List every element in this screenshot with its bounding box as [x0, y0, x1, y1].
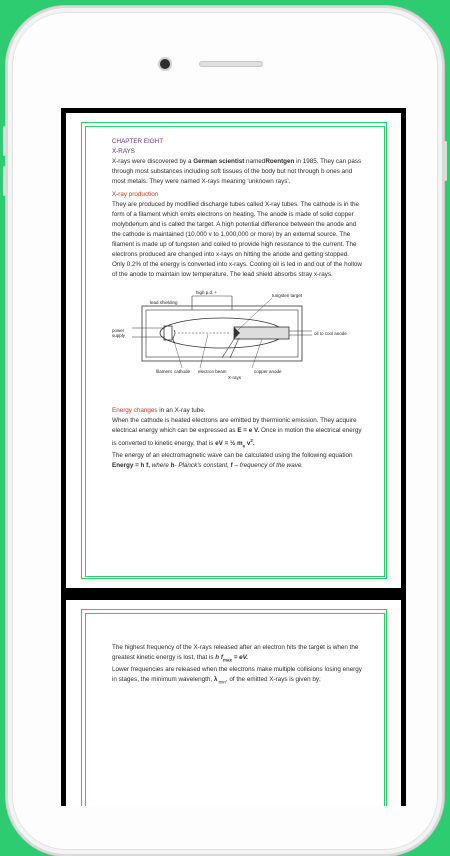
diagram-label-high-pd: high p.d. + — [196, 290, 218, 295]
page-content — [112, 137, 362, 471]
page-content — [112, 643, 362, 688]
diagram-label-tungsten-target: tungsten target — [272, 293, 303, 298]
front-camera-icon — [160, 59, 170, 69]
diagram-label-filament: filament — [156, 369, 172, 374]
document-page-2[interactable] — [66, 600, 401, 806]
xray-tube-diagram — [112, 286, 362, 406]
energy-changes-paragraph: When the cathode is heated electrons are emitted by thermionic emission. They acquire electrical energy which can be expressed as E = e V. Once in motion the electrical energy is converted to kinetic energy, that is eV = ½ $m_e$ $v^2$. — [112, 417, 362, 449]
chapter-label: CHAPTER EIGHT — [112, 138, 164, 145]
power-button — [444, 141, 447, 181]
diagram-label-electron-beam: electron beam — [198, 369, 227, 374]
earpiece-speaker — [199, 61, 263, 67]
section-heading-xray-production: X-ray production — [112, 191, 159, 198]
xray-production-paragraph: They are produced by modified discharge tubes called X-ray tubes. The cathode is in the form of a filament which emits electrons on heating. The anode is made of solid copper molybdenum and is called the target. A high potential difference between the anode and the cathode is maintained (10,000 v to 1,000,000 or more) by an external source. The filament is made up of tungsten and coiled to provide high resistance to the current. The electrons produced are changed into x-rays on hitting the anode and getting stopped. Only 0.2% of the energy is converted into x-rays. Cooling oil is led in and out of the hollow of the anode to maintain low temperature. The lead shield absorbs stray x-rays. — [112, 201, 362, 278]
max-frequency-paragraph: The highest frequency of the X-rays released after an electron hits the target is when the greatest kinetic energy is lost, that is h $f_{max}$ = eV. — [112, 644, 359, 663]
energy-equation-intro: The energy of an electromagnetic wave can be calculated using the following equation — [112, 452, 353, 460]
volume-button — [3, 126, 6, 156]
chapter-title: X-RAYS — [112, 148, 135, 155]
volume-button — [3, 166, 6, 196]
diagram-label-copper-anode: copper anode — [254, 369, 282, 374]
diagram-label-oil: oil to cool anode — [314, 331, 347, 336]
document-page-1[interactable] — [66, 113, 401, 588]
energy-formula: Energy = h f, where h- Planck's constant, f – frequency of the wave. — [112, 462, 304, 470]
intro-paragraph: X-rays were discovered by a German scientist namedRoentgen in 1985. They can pass through most substances including soft tissues of the body but not through b ones and most metals. They were named X-rays meaning 'unknown rays'. — [112, 158, 362, 185]
min-wavelength-paragraph: Lower frequencies are released when the electrons make multiple collisions losing energy in stages, the minimum wavelength, λ $_{min}$, of the emitted X-rays is given by; — [112, 666, 362, 685]
diagram-label-xrays: X-rays — [228, 375, 242, 380]
diagram-label-power-supply: power supply — [112, 328, 126, 338]
screen[interactable] — [61, 108, 406, 806]
diagram-label-cathode: cathode — [174, 369, 191, 374]
section-heading-energy-changes: Energy changes in an X-ray tube. — [112, 407, 206, 414]
phone-frame — [6, 6, 444, 856]
page-border-inner — [85, 613, 385, 806]
diagram-label-lead-shielding: lead shielding — [150, 300, 178, 305]
